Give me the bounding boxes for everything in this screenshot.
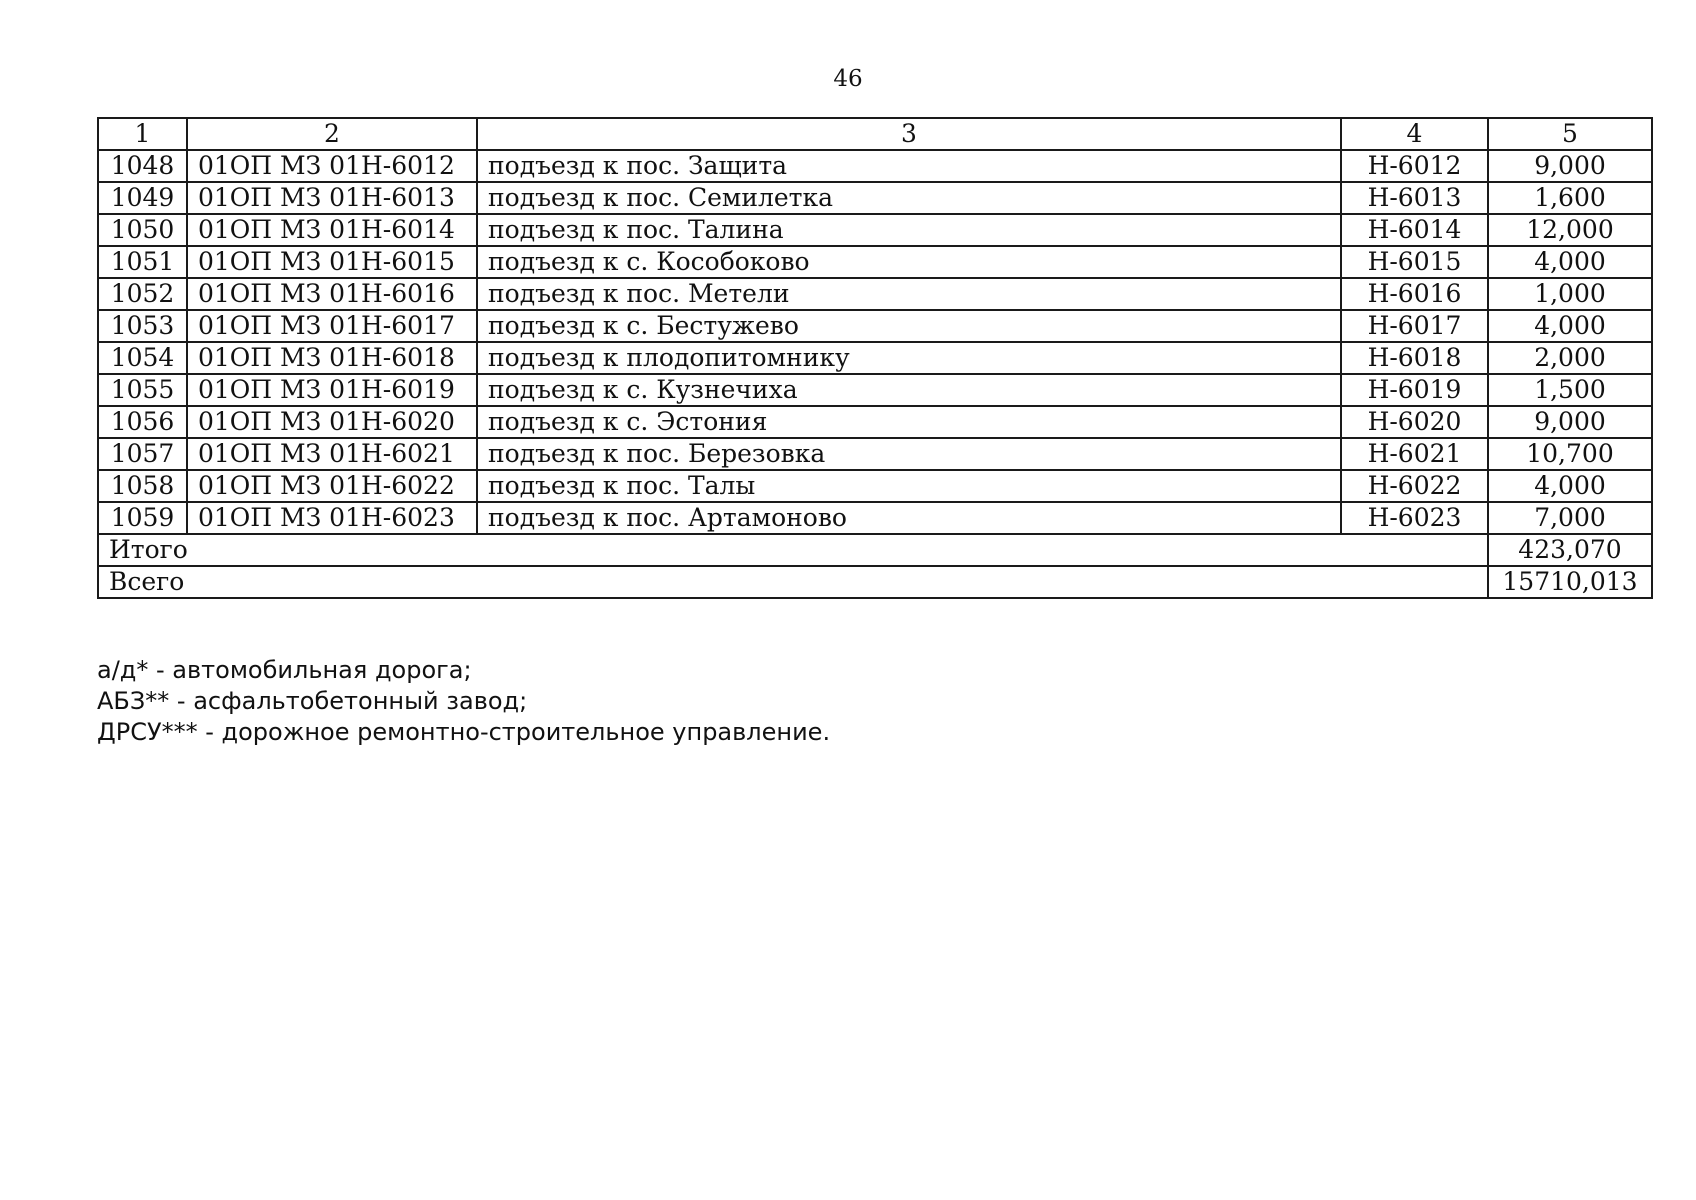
table-cell: 1059 xyxy=(98,502,187,534)
roads-table xyxy=(97,117,1653,599)
table-cell: 01ОП МЗ 01Н-6019 xyxy=(187,374,477,406)
table-cell: 1,600 xyxy=(1488,182,1652,214)
table-row xyxy=(98,438,1652,470)
table-cell: 01ОП МЗ 01Н-6013 xyxy=(187,182,477,214)
table-cell: 1048 xyxy=(98,150,187,182)
table-row xyxy=(98,470,1652,502)
table-cell: подъезд к с. Кособоково xyxy=(477,246,1341,278)
table-row xyxy=(98,310,1652,342)
column-header: 4 xyxy=(1341,118,1488,150)
table-cell: Н-6023 xyxy=(1341,502,1488,534)
table-cell: 12,000 xyxy=(1488,214,1652,246)
subtotal-row-label: Итого xyxy=(98,534,1488,566)
table-cell: 01ОП МЗ 01Н-6012 xyxy=(187,150,477,182)
total-row-label: Всего xyxy=(98,566,1488,598)
table-cell: 1055 xyxy=(98,374,187,406)
table-cell: Н-6018 xyxy=(1341,342,1488,374)
table-cell: 01ОП МЗ 01Н-6014 xyxy=(187,214,477,246)
table-cell: подъезд к плодопитомнику xyxy=(477,342,1341,374)
table-cell: Н-6022 xyxy=(1341,470,1488,502)
table-cell: 9,000 xyxy=(1488,406,1652,438)
table-cell: 1056 xyxy=(98,406,187,438)
table-row xyxy=(98,182,1652,214)
subtotal-row-value: 423,070 xyxy=(1488,534,1652,566)
table-cell: 4,000 xyxy=(1488,310,1652,342)
table-cell: подъезд к с. Эстония xyxy=(477,406,1341,438)
table-cell: Н-6020 xyxy=(1341,406,1488,438)
table-cell: Н-6013 xyxy=(1341,182,1488,214)
table-cell: подъезд к пос. Артамоново xyxy=(477,502,1341,534)
table-cell: 4,000 xyxy=(1488,470,1652,502)
table-cell: 01ОП МЗ 01Н-6023 xyxy=(187,502,477,534)
table-cell: 1058 xyxy=(98,470,187,502)
table-cell: 1051 xyxy=(98,246,187,278)
footnote: а/д* - автомобильная дорога; xyxy=(97,656,472,684)
table-cell: Н-6017 xyxy=(1341,310,1488,342)
footnotes xyxy=(97,655,830,748)
page-number: 46 xyxy=(833,66,863,92)
table-row xyxy=(98,342,1652,374)
table-cell: Н-6021 xyxy=(1341,438,1488,470)
footnote: АБЗ** - асфальтобетонный завод; xyxy=(97,687,528,715)
table-cell: 01ОП МЗ 01Н-6018 xyxy=(187,342,477,374)
table-cell: 01ОП МЗ 01Н-6021 xyxy=(187,438,477,470)
column-header: 1 xyxy=(98,118,187,150)
table-row xyxy=(98,150,1652,182)
table-cell: подъезд к с. Кузнечиха xyxy=(477,374,1341,406)
column-header: 3 xyxy=(477,118,1341,150)
table-cell: Н-6016 xyxy=(1341,278,1488,310)
table-cell: подъезд к с. Бестужево xyxy=(477,310,1341,342)
table-cell: Н-6019 xyxy=(1341,374,1488,406)
table-cell: 1053 xyxy=(98,310,187,342)
table-cell: 01ОП МЗ 01Н-6017 xyxy=(187,310,477,342)
table-cell: Н-6015 xyxy=(1341,246,1488,278)
table-cell: 01ОП МЗ 01Н-6016 xyxy=(187,278,477,310)
table-cell: 01ОП МЗ 01Н-6020 xyxy=(187,406,477,438)
table-row xyxy=(98,406,1652,438)
subtotal-row xyxy=(98,534,1652,566)
table-cell: 1050 xyxy=(98,214,187,246)
table-body xyxy=(98,118,1652,598)
table-cell: 1049 xyxy=(98,182,187,214)
column-header: 5 xyxy=(1488,118,1652,150)
table-cell: подъезд к пос. Семилетка xyxy=(477,182,1341,214)
table-cell: 1057 xyxy=(98,438,187,470)
table-cell: подъезд к пос. Метели xyxy=(477,278,1341,310)
table-cell: 01ОП МЗ 01Н-6022 xyxy=(187,470,477,502)
table-cell: 1054 xyxy=(98,342,187,374)
table-row xyxy=(98,278,1652,310)
table-cell: Н-6014 xyxy=(1341,214,1488,246)
table-cell: 1052 xyxy=(98,278,187,310)
table-cell: 9,000 xyxy=(1488,150,1652,182)
table-header-row xyxy=(98,118,1652,150)
table-cell: подъезд к пос. Талина xyxy=(477,214,1341,246)
table-cell: подъезд к пос. Защита xyxy=(477,150,1341,182)
table-cell: 1,000 xyxy=(1488,278,1652,310)
table-cell: подъезд к пос. Талы xyxy=(477,470,1341,502)
footnote: ДРСУ*** - дорожное ремонтно-строительное управление. xyxy=(97,718,831,746)
table-row xyxy=(98,502,1652,534)
table-cell: подъезд к пос. Березовка xyxy=(477,438,1341,470)
total-row xyxy=(98,566,1652,598)
table-row xyxy=(98,374,1652,406)
table-cell: 1,500 xyxy=(1488,374,1652,406)
table-cell: Н-6012 xyxy=(1341,150,1488,182)
table-cell: 4,000 xyxy=(1488,246,1652,278)
column-header: 2 xyxy=(187,118,477,150)
table-cell: 01ОП МЗ 01Н-6015 xyxy=(187,246,477,278)
table-cell: 7,000 xyxy=(1488,502,1652,534)
table-row xyxy=(98,246,1652,278)
table-row xyxy=(98,214,1652,246)
total-row-value: 15710,013 xyxy=(1488,566,1652,598)
table-cell: 2,000 xyxy=(1488,342,1652,374)
table-cell: 10,700 xyxy=(1488,438,1652,470)
